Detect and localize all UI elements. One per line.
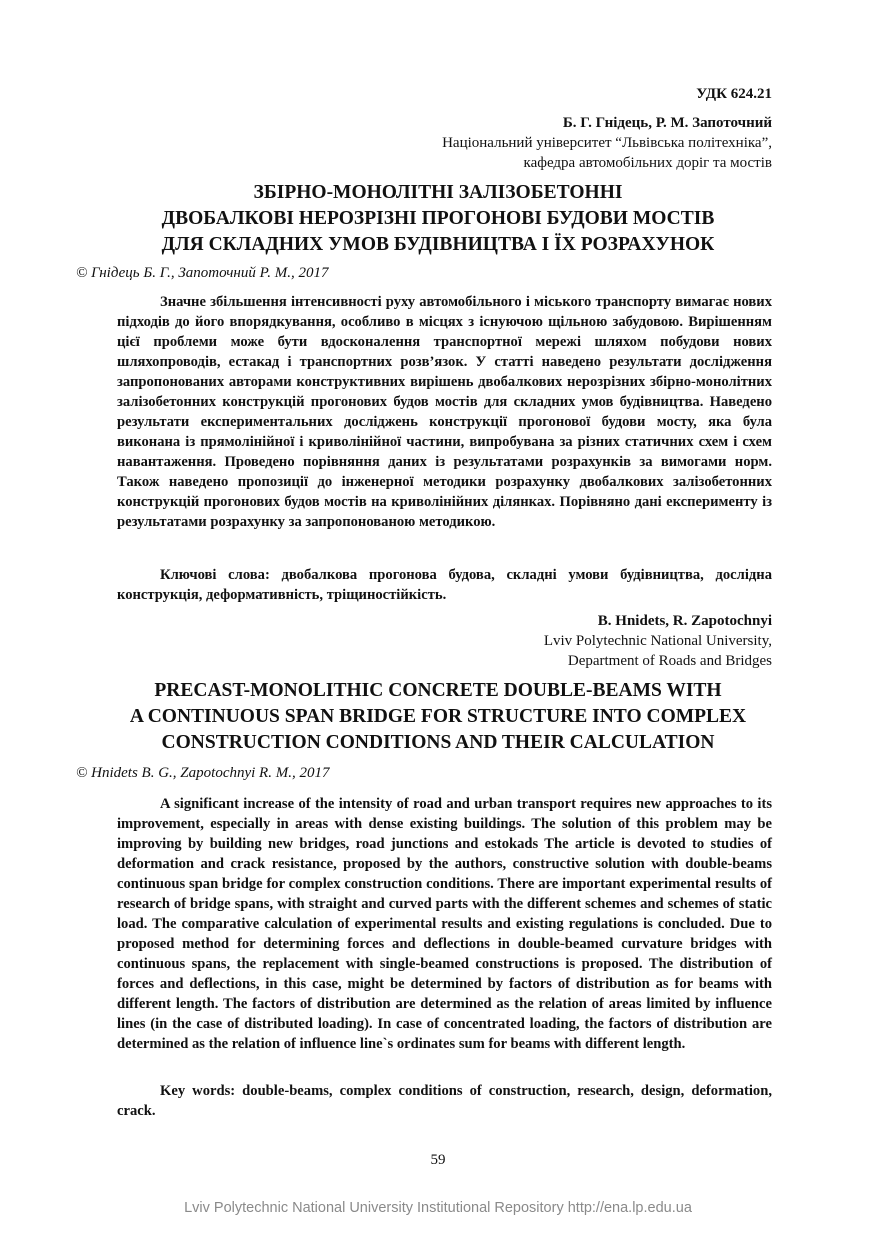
affiliation-line-2-ukrainian: кафедра автомобільних доріг та мостів [523,155,772,171]
paper-title-ukrainian [60,180,816,258]
page-number: 59 [430,1152,446,1168]
keywords-english: Key words: double-beams, complex conditions of construction, research, design, deformation, crack. [117,1083,772,1119]
copyright-english: © Hnidets B. G., Zapotochnyi R. M., 2017 [76,765,330,781]
keywords-ukrainian: Ключові слова: двобалкова прогонова будова, складні умови будівництва, дослідна конструкція, деформативність, тріщиностійкість. [117,567,772,603]
repository-footer: Lviv Polytechnic National University Institutional Repository http://ena.lp.edu.ua [184,1200,692,1216]
affiliation-line-1-english: Lviv Polytechnic National University, [543,633,772,649]
title-line-1-ukrainian: ЗБІРНО-МОНОЛІТНІ ЗАЛІЗОБЕТОННІ [253,182,623,203]
abstract-ukrainian: Значне збільшення інтенсивності руху автомобільного і міського транспорту вимагає нових підходів до його впорядкування, особливо в місцях з існуючою щільною забудовою. Вирішенням цієї проблеми може бути вдосконалення транспортної мережі шляхом побудови нових шляхопроводів, естакад і транспортних розв’язок. У статті наведено результати дослідження запропонованих авторами конструктивних вирішень двобалкових нерозрізних збірно-монолітних залізобетонних конструкцій прогонових будов мостів для складних умов будівництва. Наведено результати експериментальних досліджень конструкції прогонової будови мосту, яка була виконана із прямолінійної і криволінійної частини, випробувана за різних статичних схем і схем навантаження. Проведено порівняння даних із результатами розрахунків за вимогами норм. Також наведено пропозиції до інженерної методики розрахунку двобалкових залізобетонних конструкцій прогонових будов мостів на криволінійних ділянках. Порівняно дані експерименту із результатами розрахунку за запропонованою методикою. [117,294,772,530]
authors-ukrainian: Б. Г. Гнідець, Р. М. Запоточний [562,115,772,131]
paper-title-english [60,678,816,756]
author-block-english [544,611,772,671]
title-line-3-english: CONSTRUCTION CONDITIONS AND THEIR CALCULATION [161,732,715,753]
title-line-3-ukrainian: ДЛЯ СКЛАДНИХ УМОВ БУДІВНИЦТВА І ЇХ РОЗРАХУНОК [161,234,715,255]
title-line-2-ukrainian: ДВОБАЛКОВІ НЕРОЗРІЗНІ ПРОГОНОВІ БУДОВИ МОСТІВ [161,208,715,229]
title-line-1-english: PRECAST-MONOLITHIC CONCRETE DOUBLE-BEAMS WITH [154,680,722,701]
abstract-english: A significant increase of the intensity of road and urban transport requires new approaches to its improvement, especially in areas with dense existing buildings. The solution of this problem may be improving by building new bridges, road junctions and estokads The article is devoted to studies of deformation and crack resistance, proposed by the authors, constructive solution with double-beams continuous span bridge for complex construction conditions. There are important experimental results of research of bridge spans, with straight and curved parts with the different schemes and schemes of static load. The comparative calculation of experimental results and existing regulations is concluded. Due to proposed method for determining forces and deflections in double-beamed curvature bridges with continuous spans, the replacement with single-beamed constructions is proposed. The distribution of forces and deflections, in this case, might be determined by factors of distribution as for beams with different length. The factors of distribution are determined as the relation of areas limited by influence lines (in the case of distributed loading). In case of concentrated loading, the factors of distribution are determined as the relation of influence line`s ordinates sum for beams with different length. [117,796,772,1052]
affiliation-line-2-english: Department of Roads and Bridges [567,653,772,669]
author-block-ukrainian [442,113,772,173]
udc-code: УДК 624.21 [696,86,772,102]
title-line-2-english: A CONTINUOUS SPAN BRIDGE FOR STRUCTURE INTO COMPLEX [129,706,747,727]
copyright-ukrainian: © Гнідець Б. Г., Запоточний Р. М., 2017 [76,265,329,281]
affiliation-line-1-ukrainian: Національний університет “Львівська політехніка”, [442,135,772,151]
authors-english: B. Hnidets, R. Zapotochnyi [597,613,772,629]
